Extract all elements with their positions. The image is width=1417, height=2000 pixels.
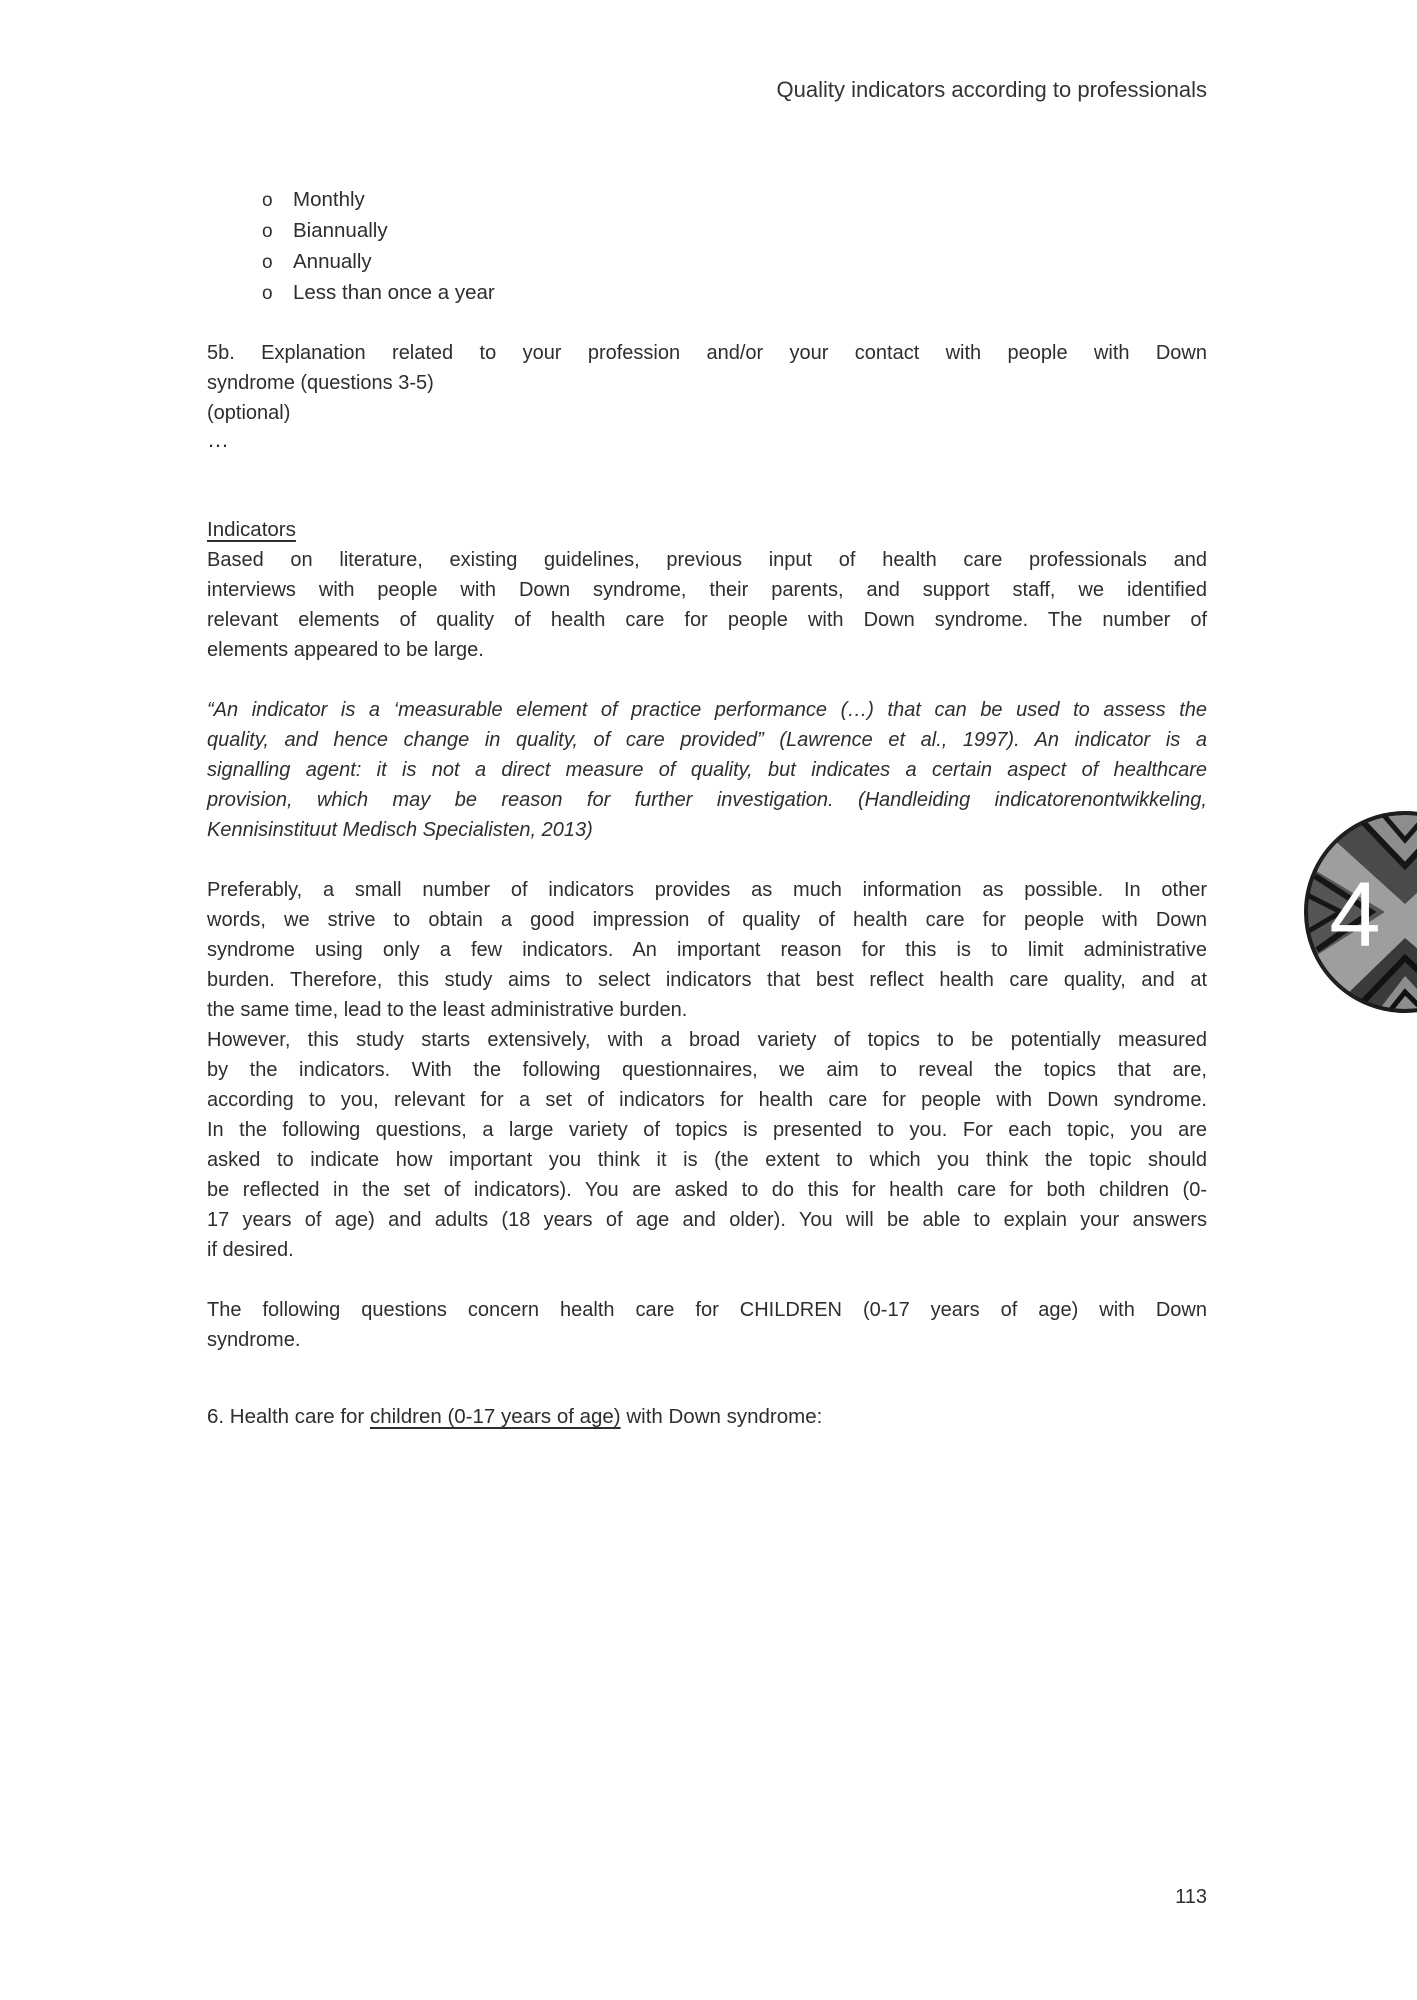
text-line: provision, which may be reason for further investigation. (Handleiding indicatorenontwikkeling,: [207, 789, 1207, 811]
text-line: relevant elements of quality of health care for people with Down syndrome. The number of: [207, 609, 1207, 631]
text-line: (optional): [207, 402, 291, 424]
text-line: be reflected in the set of indicators). You are asked to do this for health care for both children (0-: [207, 1179, 1207, 1201]
text-line: signalling agent: it is not a direct measure of quality, but indicates a certain aspect of healthcare: [207, 759, 1207, 781]
however-paragraph: [207, 1025, 1207, 1265]
option-row: [262, 278, 495, 309]
text-line: syndrome using only a few indicators. An important reason for this is to limit administrative: [207, 939, 1207, 961]
page-number: 113: [1175, 1886, 1207, 1908]
text-line: Preferably, a small number of indicators provides as much information as possible. In other: [207, 879, 1207, 901]
text-line: by the indicators. With the following questionnaires, we aim to reveal the topics that are,: [207, 1059, 1207, 1081]
text-line: the same time, lead to the least administrative burden.: [207, 999, 688, 1021]
text-line: “An indicator is a ‘measurable element of practice performance (…) that can be used to assess the: [207, 699, 1207, 721]
indicators-heading-text: Indicators: [207, 518, 296, 541]
option-label: Monthly: [293, 188, 365, 211]
open-answer-ellipsis: …: [207, 427, 231, 452]
text-line: interviews with people with Down syndrome, their parents, and support staff, we identified: [207, 579, 1207, 601]
option-row: [262, 247, 495, 278]
text-line: However, this study starts extensively, with a broad variety of topics to be potentially measured: [207, 1029, 1207, 1051]
text-line: In the following questions, a large variety of topics is presented to you. For each topic, you are: [207, 1119, 1207, 1141]
options-list: [262, 185, 495, 309]
text-line: burden. Therefore, this study aims to select indicators that best reflect health care quality, and at: [207, 969, 1207, 991]
chapter-badge: [1293, 800, 1417, 1030]
indicators-heading: [207, 515, 296, 545]
question-5b-paragraph: [207, 338, 1207, 428]
text-line: 17 years of age) and adults (18 years of age and older). You will be able to explain your answers: [207, 1209, 1207, 1231]
option-label: Annually: [293, 250, 372, 273]
option-label: Biannually: [293, 219, 388, 242]
question-6-suffix: with Down syndrome:: [620, 1405, 823, 1428]
text-line: syndrome (questions 3-5): [207, 372, 434, 394]
text-line: if desired.: [207, 1239, 294, 1261]
question-6-prefix: 6. Health care for: [207, 1405, 370, 1428]
chapter-number: 4: [1329, 864, 1381, 966]
text-line: syndrome.: [207, 1329, 301, 1351]
indicators-intro-paragraph: [207, 545, 1207, 665]
preferably-paragraph: [207, 875, 1207, 1025]
text-line: according to you, relevant for a set of indicators for health care for people with Down syndrome.: [207, 1089, 1207, 1111]
text-line: words, we strive to obtain a good impression of quality of health care for people with Down: [207, 909, 1207, 931]
radio-option-marker-icon: o: [262, 221, 273, 242]
text-line: quality, and hence change in quality, of care provided” (Lawrence et al., 1997). An indicator is a: [207, 729, 1207, 751]
text-line: Kennisinstituut Medisch Specialisten, 2013): [207, 819, 593, 841]
children-note-paragraph: [207, 1295, 1207, 1355]
question-6-heading: [207, 1402, 822, 1432]
text-line: elements appeared to be large.: [207, 639, 484, 661]
running-header: Quality indicators according to professionals: [776, 77, 1207, 102]
indicator-definition-quote: [207, 695, 1207, 845]
radio-option-marker-icon: o: [262, 252, 273, 273]
text-line: asked to indicate how important you think it is (the extent to which you think the topic should: [207, 1149, 1207, 1171]
option-row: [262, 216, 495, 247]
text-line: The following questions concern health care for CHILDREN (0-17 years of age) with Down: [207, 1299, 1207, 1321]
option-row: [262, 185, 495, 216]
text-line: 5b. Explanation related to your profession and/or your contact with people with Down: [207, 342, 1207, 364]
chapter-badge-icon: [1293, 800, 1417, 1030]
option-label: Less than once a year: [293, 281, 495, 304]
radio-option-marker-icon: o: [262, 283, 273, 304]
text-line: Based on literature, existing guidelines, previous input of health care professionals and: [207, 549, 1207, 571]
question-6-underlined-text: children (0-17 years of age): [369, 1405, 621, 1428]
radio-option-marker-icon: o: [262, 190, 273, 211]
